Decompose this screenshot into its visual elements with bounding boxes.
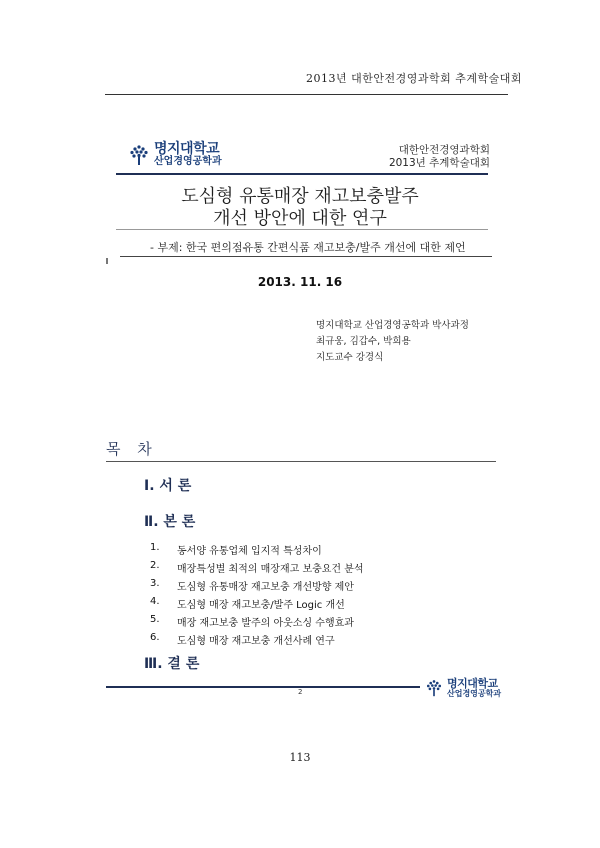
toc-item-number: 2. — [150, 560, 160, 571]
toc-section-introduction: Ⅰ. 서 론 — [144, 478, 192, 494]
footer-logo-sub-text: 산업경영공학과 — [447, 689, 502, 698]
toc-section-conclusion: Ⅲ. 결 론 — [144, 656, 200, 672]
margin-mark — [106, 258, 108, 264]
toc-item-number: 6. — [150, 632, 160, 643]
footer-rule — [106, 686, 420, 688]
tree-logo-icon — [425, 679, 443, 697]
toc-item — [150, 560, 364, 575]
toc-item — [150, 596, 345, 611]
presentation-date: 2013. 11. 16 — [257, 275, 343, 289]
title-rule — [116, 229, 488, 230]
logo-sub-text: 산업경영공학과 — [154, 156, 222, 167]
title-line1: 도심형 유통매장 재고보충발주 — [181, 186, 419, 207]
author-names: 최규웅, 김갑수, 박희용 — [316, 336, 411, 347]
toc-item-number: 5. — [150, 614, 160, 625]
toc-item-text: 도심형 매장 재고보충 개선사례 연구 — [177, 636, 335, 647]
toc-item — [150, 614, 354, 629]
conference-rule — [116, 173, 488, 175]
conference-name — [389, 144, 490, 170]
logo-main-text: 명지대학교 — [154, 141, 220, 157]
footer-logo-main-text: 명지대학교 — [447, 677, 498, 690]
title-line2: 개선 방안에 대한 연구 — [213, 208, 387, 229]
page-number: 113 — [289, 751, 311, 764]
toc-item-text: 매장 재고보충 발주의 아웃소싱 수행효과 — [177, 618, 354, 629]
toc-rule — [106, 461, 496, 462]
subtitle-rule — [120, 256, 492, 257]
toc-item — [150, 632, 335, 647]
toc-item-number: 3. — [150, 578, 160, 589]
author-affiliation: 명지대학교 산업경영공학과 박사과정 — [316, 320, 469, 331]
header-rule — [105, 94, 508, 95]
author-advisor: 지도교수 강경식 — [316, 352, 384, 363]
toc-title: 목 차 — [106, 440, 158, 458]
conference-line1: 대한안전경영과학회 — [398, 144, 490, 156]
toc-item-text: 도심형 유통매장 재고보충 개선방향 제안 — [177, 582, 354, 593]
slide-page-number: 2 — [298, 688, 303, 696]
conference-line2: 2013년 추계학술대회 — [388, 157, 490, 169]
toc-item-text: 도심형 매장 재고보충/발주 Logic 개선 — [177, 600, 345, 611]
toc-item-text: 동서양 유통업체 입지적 특성차이 — [177, 546, 322, 557]
toc-section-body: Ⅱ. 본 론 — [144, 514, 196, 530]
toc-item — [150, 542, 322, 557]
university-logo — [128, 142, 222, 167]
toc-item-number: 4. — [150, 596, 160, 607]
tree-logo-icon — [128, 144, 150, 166]
running-header: 2013년 대한안전경영과학회 추계학술대회 — [305, 72, 522, 85]
toc-item-number: 1. — [150, 542, 160, 553]
toc-item — [150, 578, 354, 593]
toc-item-text: 매장특성별 최적의 매장재고 보충요건 분석 — [177, 564, 364, 575]
subtitle: - 부제: 한국 편의점유통 간편식품 재고보충/발주 개선에 대한 제언 — [150, 241, 466, 254]
footer-logo — [425, 678, 501, 698]
